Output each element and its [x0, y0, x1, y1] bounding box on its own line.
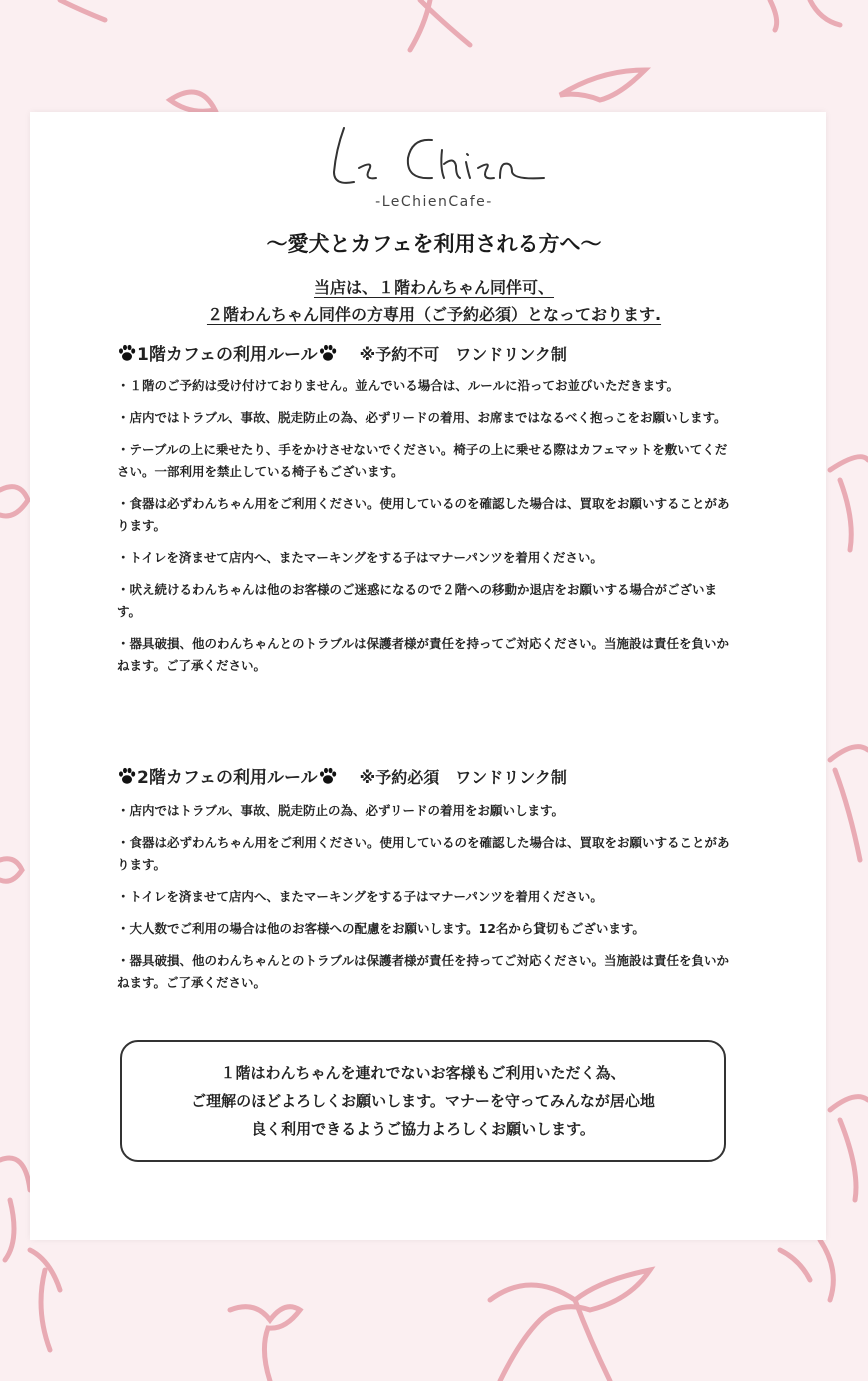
floor2-note: ※予約必須 ワンドリンク制	[359, 768, 567, 787]
notice-text	[0, 274, 868, 328]
list-item: ・吠え続けるわんちゃんは他のお客様のご迷惑になるので２階への移動か退店をお願いする場合がございます。	[117, 582, 718, 619]
floor2-rules	[117, 800, 733, 1004]
logo	[0, 120, 868, 210]
list-item: ・トイレを済ませて店内へ、またマーキングをする子はマナーパンツを着用ください。	[117, 550, 603, 565]
paw-icon	[318, 343, 338, 363]
list-item: ・器具破損、他のわんちゃんとのトラブルは保護者様が責任を持ってご対応ください。当施設は責任を負いかねます。ご了承ください。	[117, 953, 730, 990]
floor2-heading	[117, 763, 567, 788]
logo-subtitle: -LeChienCafe-	[375, 194, 493, 210]
list-item: ・店内ではトラブル、事故、脱走防止の為、必ずリードの着用、お席まではなるべく抱っこをお願いします。	[117, 410, 727, 425]
floor1-rules	[117, 375, 733, 687]
page-title: 〜愛犬とカフェを利用される方へ〜	[266, 232, 602, 256]
paw-icon	[318, 766, 338, 786]
list-item: ・テーブルの上に乗せたり、手をかけさせないでください。椅子の上に乗せる際はカフェマットを敷いてください。一部利用を禁止している椅子もございます。	[117, 442, 728, 479]
le-chien-logo-icon	[314, 120, 554, 200]
list-item: ・大人数でご利用の場合は他のお客様への配慮をお願いします。12名から貸切もございます。	[117, 921, 645, 936]
list-item: ・食器は必ずわんちゃん用をご利用ください。使用しているのを確認した場合は、買取をお願いすることがあります。	[117, 496, 730, 533]
list-item: ・トイレを済ませて店内へ、またマーキングをする子はマナーパンツを着用ください。	[117, 889, 603, 904]
paw-icon	[117, 766, 137, 786]
closing-message-box	[120, 1040, 726, 1162]
closing-line-2: ご理解のほどよろしくお願いします。マナーを守ってみんなが居心地	[191, 1092, 655, 1110]
list-item: ・店内ではトラブル、事故、脱走防止の為、必ずリードの着用をお願いします。	[117, 803, 565, 818]
notice-line-2: ２階わんちゃん同伴の方専用（ご予約必須）となっております.	[206, 305, 662, 324]
list-item: ・１階のご予約は受け付けておりません。並んでいる場合は、ルールに沿ってお並びいただきます。	[117, 378, 680, 393]
list-item: ・食器は必ずわんちゃん用をご利用ください。使用しているのを確認した場合は、買取をお願いすることがあります。	[117, 835, 730, 872]
paw-icon	[117, 343, 137, 363]
notice-line-1: 当店は、１階わんちゃん同伴可、	[313, 278, 554, 297]
closing-line-3: 良く利用できるようご協力よろしくお願いします。	[251, 1120, 595, 1138]
list-item: ・器具破損、他のわんちゃんとのトラブルは保護者様が責任を持ってご対応ください。当施設は責任を負いかねます。ご了承ください。	[117, 636, 730, 673]
closing-line-1: １階はわんちゃんを連れでないお客様もご利用いただく為、	[220, 1064, 626, 1082]
floor2-heading-label: 2階カフェの利用ルール	[137, 768, 318, 788]
floor1-heading	[117, 340, 567, 365]
floor1-heading-label: 1階カフェの利用ルール	[137, 345, 318, 365]
floor1-note: ※予約不可 ワンドリンク制	[359, 345, 567, 364]
